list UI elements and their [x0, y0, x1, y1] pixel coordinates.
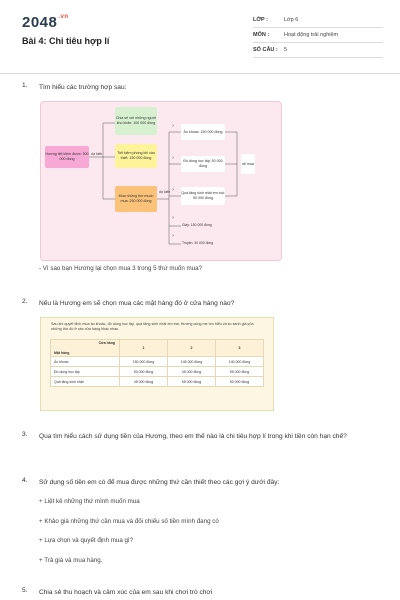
- question-mark: ?: [172, 234, 174, 238]
- suggestion-item: + Liệt kê những thứ mình muốn mua: [39, 498, 140, 505]
- branch-share-label: Chia sẻ với những người khó khăn: 100 000 đồng: [115, 116, 157, 125]
- want-box: [181, 187, 225, 205]
- column-header: 3: [216, 340, 264, 357]
- spending-diagram: [40, 101, 282, 261]
- question-number: 5.: [22, 587, 28, 594]
- question-text: Qua tìm hiểu cách sử dụng tiền của Hương, theo em thế nào là chi tiêu hợp lí trong khi tiền còn hạn chế?: [39, 433, 347, 440]
- branch-save-box: [115, 144, 157, 168]
- question-1-followup: - Vì sao bạn Hương lại chọn mua 3 trong 5 thứ muốn mua?: [39, 265, 202, 272]
- diagram-connectors: [41, 102, 281, 260]
- meta-class-value: Lớp 6: [284, 17, 299, 23]
- price-table: [50, 339, 264, 387]
- table-cell: 150 000 đồng: [120, 357, 168, 367]
- table-cell: 145 000 đồng: [168, 357, 216, 367]
- branch-share-box: [115, 107, 157, 135]
- plan-label: dự kiến: [159, 190, 171, 194]
- divider: [253, 42, 383, 43]
- want-box: [181, 124, 225, 140]
- table-corner-cell: [51, 340, 120, 357]
- logo-text: 2048: [22, 14, 58, 31]
- column-header: 1: [120, 340, 168, 357]
- table-cell: 45 000 đồng: [168, 367, 216, 377]
- want-label: Áo khoác: 150 000 đồng: [183, 129, 223, 134]
- lesson-title: Bài 4: Chi tiêu hợp lí: [22, 36, 110, 46]
- suggestion-item: + Khảo giá những thứ cần mua và đối chiếu số tiền mình đang có: [39, 518, 219, 525]
- branch-buy-label: Mua những thứ muốn mua: 250 000 đồng: [118, 194, 154, 203]
- table-header-row: [51, 340, 264, 357]
- split-label: dự kiến: [91, 152, 103, 156]
- question-text: Sử dụng số tiền em có để mua được những thứ cần thiết theo các gợi ý dưới đây:: [39, 479, 280, 486]
- table-cell: 140 000 đồng: [216, 357, 264, 367]
- want-label: Giày: 150 000 đồng: [182, 223, 212, 227]
- column-header: 2: [168, 340, 216, 357]
- table-cell: Đồ dùng học tập: [51, 367, 120, 377]
- buy-result-label: sẽ mua: [242, 161, 254, 166]
- question-number: 3.: [22, 431, 28, 438]
- question-mark: ?: [172, 188, 174, 192]
- corner-top-label: Cửa hàng: [98, 341, 115, 345]
- logo-suffix: .vn: [58, 14, 69, 20]
- divider: [253, 27, 383, 28]
- table-intro: Sau khi quyết định mua áo khoác, đồ dùng học tập, quà tặng sinh nhật em trai, Hương cùng mẹ tìm hiểu và so sánh giá của những thứ đó ở các cửa hàng khác nhau.: [51, 322, 254, 331]
- price-comparison-figure: [40, 317, 274, 411]
- question-text: Chia sẻ thu hoạch và cảm xúc của em sau khi chơi trò chơi: [39, 589, 213, 596]
- table-cell: 55 000 đồng: [168, 377, 216, 387]
- question-text: Nếu là Hương em sẽ chọn mua các mặt hàng đó ở cửa hàng nào?: [39, 300, 235, 307]
- table-cell: 50 000 đồng: [120, 367, 168, 377]
- question-number: 2.: [22, 298, 28, 305]
- meta-subject-value: Hoạt động trải nghiệm: [284, 32, 339, 38]
- question-mark: ?: [172, 156, 174, 160]
- buy-result-box: [241, 154, 255, 174]
- table-cell: Quà tặng sinh nhật: [51, 377, 120, 387]
- site-logo[interactable]: [22, 14, 69, 31]
- table-row: [51, 357, 264, 367]
- question-number: 4.: [22, 477, 28, 484]
- table-row: [51, 377, 264, 387]
- want-box: [181, 156, 225, 172]
- table-cell: 45 000 đồng: [120, 377, 168, 387]
- savings-box: [45, 146, 89, 168]
- question-mark: ?: [172, 216, 174, 220]
- branch-save-label: Tiết kiệm phòng khi cần thiết: 150 000 đồng: [117, 151, 155, 160]
- divider: [253, 57, 383, 58]
- table-cell: 55 000 đồng: [216, 367, 264, 377]
- branch-buy-box: [115, 186, 157, 212]
- suggestion-item: + Trả giá và mua hàng.: [39, 557, 103, 564]
- suggestion-item: + Lựa chọn và quyết định mua gì?: [39, 537, 134, 544]
- want-label: Quà tặng sinh nhật em trai: 50 000 đồng: [181, 191, 225, 200]
- table-cell: 50 000 đồng: [216, 377, 264, 387]
- want-label: Đồ dùng học tập: 50 000 đồng: [183, 159, 223, 168]
- question-text: Tìm hiểu các trường hợp sau:: [39, 84, 127, 91]
- meta-subject-label: MÔN :: [253, 32, 270, 38]
- corner-bottom-label: Mặt hàng: [54, 351, 70, 355]
- table-cell: Áo khoác: [51, 357, 120, 367]
- header-divider: [0, 73, 400, 74]
- savings-label: Hương tiết kiệm được: 500 000 đồng: [45, 152, 89, 161]
- want-label: Truyện: 30 000 đồng: [182, 241, 214, 245]
- question-number: 1.: [22, 82, 28, 89]
- table-row: [51, 367, 264, 377]
- question-mark: ?: [172, 124, 174, 128]
- page-header: [0, 0, 400, 68]
- meta-count-value: 5: [284, 47, 288, 53]
- meta-count-label: SỐ CÂU :: [253, 47, 278, 53]
- meta-class-label: LỚP :: [253, 17, 268, 23]
